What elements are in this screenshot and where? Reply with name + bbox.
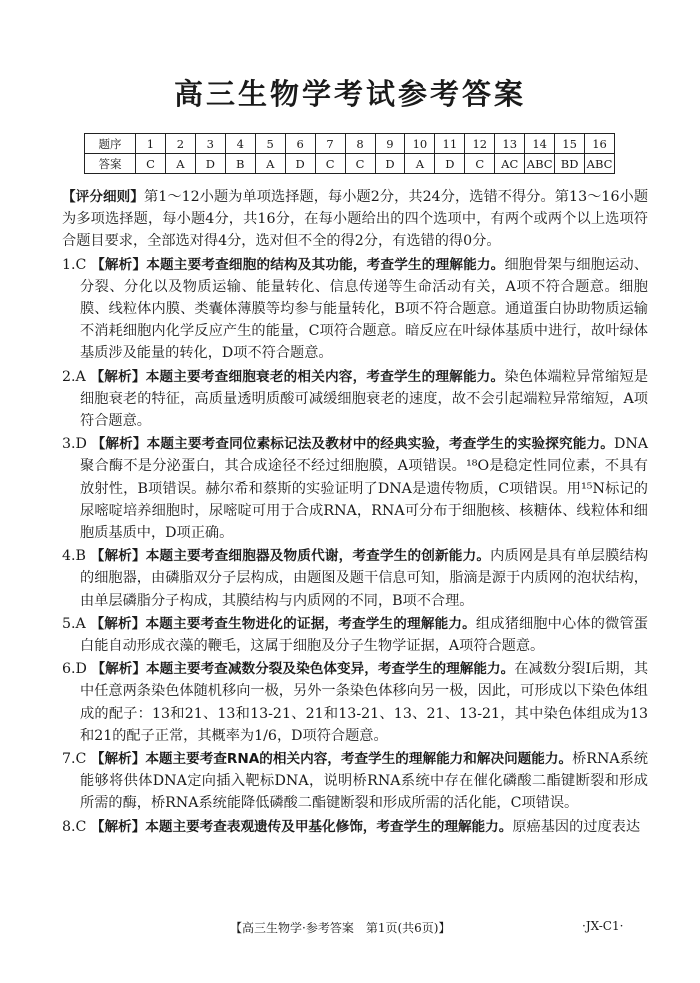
question-number: 2 xyxy=(165,134,195,154)
row-label-numbers: 题序 xyxy=(85,134,136,154)
item-number: 4.B xyxy=(62,548,86,565)
question-number: 16 xyxy=(585,134,615,154)
item-lead: 本题主要考查减数分裂及染色体变异，考查学生的理解能力。 xyxy=(146,661,515,678)
answer-cell: C xyxy=(315,154,345,174)
item-text: 内质网是具有单层膜结构的细胞器，由磷脂双分子层构成，由题图及题干信息可知，脂滴是源于内质网的泡状结构，由单层磷脂分子构成，其膜结构与内质网的不同，B项不合理。 xyxy=(80,548,649,609)
answer-cell: A xyxy=(165,154,195,174)
question-number: 14 xyxy=(525,134,555,154)
answer-cell: ABC xyxy=(585,154,615,174)
item-text: 在减数分裂Ⅰ后期，其中任意两条染色体随机移向一极，另外一条染色体移向另一极，因此，可形成以下染色体组成的配子：13和21、13和13-21、21和13-21、13、21、13-21，其中染色体组成为13和21的配子正常，其概率为1/6，D项符合题意。 xyxy=(80,661,649,744)
scoring-heading: 【评分细则】 xyxy=(62,189,144,205)
item-number: 8.C xyxy=(62,818,87,835)
answer-explanations xyxy=(62,186,648,839)
explanation-1 xyxy=(62,254,648,365)
answer-cell: ABC xyxy=(525,154,555,174)
question-number: 5 xyxy=(255,134,285,154)
question-number: 8 xyxy=(345,134,375,154)
item-lead: 本题主要考查生物进化的证据，考查学生的理解能力。 xyxy=(145,615,476,632)
question-number: 13 xyxy=(495,134,525,154)
answer-cell: AC xyxy=(495,154,525,174)
question-number: 3 xyxy=(195,134,225,154)
item-text: 细胞骨架与细胞运动、分裂、分化以及物质运输、能量转化、信息传递等生命活动有关，A项不符合题意。细胞膜、线粒体内膜、类囊体薄膜等均参与能量转化，B项不符合题意。通道蛋白协助物质运输不消耗细胞内化学反应产生的能量，C项符合题意。暗反应在叶绿体基质中进行，故叶绿体基质涉及能量的转化，D项不符合题意。 xyxy=(80,256,649,362)
page-title: 高三生物学考试参考答案 xyxy=(173,77,526,111)
question-number: 4 xyxy=(225,134,255,154)
question-number: 6 xyxy=(285,134,315,154)
item-tag: 【解析】 xyxy=(91,436,147,453)
item-text: DNA聚合酶不是分泌蛋白，其合成途径不经过细胞膜，A项错误。¹⁸O是稳定性同位素，不具有放射性，B项错误。赫尔希和蔡斯的实验证明了DNA是遗传物质，C项错误。用¹⁵N标记的尿嘧啶培养细胞时，尿嘧啶可用于合成RNA，RNA可分布于细胞核、核糖体、线粒体和细胞质基质中，D项正确。 xyxy=(80,436,649,542)
explanation-8 xyxy=(62,816,648,838)
explanation-5 xyxy=(62,613,648,657)
item-lead: 本题主要考查RNA的相关内容，考查学生的理解能力和解决问题能力。 xyxy=(145,751,573,768)
explanation-6 xyxy=(62,658,648,747)
question-number: 11 xyxy=(435,134,465,154)
item-tag: 【解析】 xyxy=(90,751,146,768)
question-number: 7 xyxy=(315,134,345,154)
answer-cell: B xyxy=(225,154,255,174)
answer-cell: D xyxy=(285,154,315,174)
item-number: 7.C xyxy=(62,751,87,768)
question-number: 9 xyxy=(375,134,405,154)
explanation-4 xyxy=(62,545,648,612)
explanation-3 xyxy=(62,433,648,544)
item-lead: 本题主要考查细胞衰老的相关内容，考查学生的理解能力。 xyxy=(145,368,505,385)
explanation-7 xyxy=(62,748,648,815)
answer-cell: A xyxy=(405,154,435,174)
answer-cell: D xyxy=(195,154,225,174)
answer-table xyxy=(84,133,615,174)
item-number: 1.C xyxy=(62,256,87,273)
explanation-2 xyxy=(62,366,648,433)
footer-page-info: 【高三生物学·参考答案 第1页(共6页)】 xyxy=(230,921,451,935)
item-number: 5.A xyxy=(62,615,86,632)
scoring-rules xyxy=(62,186,648,253)
question-number: 10 xyxy=(405,134,435,154)
item-number: 3.D xyxy=(62,436,87,453)
item-text: 染色体端粒异常缩短是细胞衰老的特征，高质量透明质酸可减缓细胞衰老的速度，故不会引起端粒异常缩短，A项符合题意。 xyxy=(80,368,649,430)
scoring-text: 第1～12小题为单项选择题，每小题2分，共24分，选错不得分。第13～16小题为多项选择题，每小题4分，共16分，在每小题给出的四个选项中，有两个或两个以上选项符合题目要求，全部选对得4分，选对但不全的得2分，有选错的得0分。 xyxy=(62,189,649,250)
answer-cell: D xyxy=(435,154,465,174)
item-tag: 【解析】 xyxy=(90,368,146,385)
item-lead: 本题主要考查表观遗传及甲基化修饰，考查学生的理解能力。 xyxy=(145,818,513,835)
table-row-answers xyxy=(85,154,615,174)
item-text: 桥RNA系统能够将供体DNA定向插入靶标DNA，说明桥RNA系统中存在催化磷酸二酯键断裂和形成所需的酶，桥RNA系统能降低磷酸二酯键断裂和形成所需的活化能，C项错误。 xyxy=(80,751,648,812)
item-number: 2.A xyxy=(62,368,86,385)
item-tag: 【解析】 xyxy=(91,661,147,678)
item-lead: 本题主要考查细胞器及物质代谢，考查学生的创新能力。 xyxy=(145,548,491,565)
item-lead: 本题主要考查同位素标记法及教材中的经典实验，考查学生的实验探究能力。 xyxy=(146,436,614,453)
item-number: 6.D xyxy=(62,661,87,678)
item-lead: 本题主要考查细胞的结构及其功能，考查学生的理解能力。 xyxy=(146,256,505,273)
answer-cell: C xyxy=(345,154,375,174)
question-number: 1 xyxy=(136,134,166,154)
item-tag: 【解析】 xyxy=(90,818,146,835)
question-number: 12 xyxy=(465,134,495,154)
answer-cell: C xyxy=(136,154,166,174)
item-tag: 【解析】 xyxy=(91,256,147,273)
table-row-numbers xyxy=(85,134,615,154)
answer-cell: D xyxy=(375,154,405,174)
item-text: 原癌基因的过度表达 xyxy=(512,818,641,835)
footer-code: ·JX-C1· xyxy=(582,919,624,933)
item-tag: 【解析】 xyxy=(90,548,146,565)
row-label-answers: 答案 xyxy=(85,154,136,174)
answer-cell: C xyxy=(465,154,495,174)
item-text: 组成猪细胞中心体的微管蛋白能自动形成衣藻的鞭毛，这属于细胞及分子生物学证据，A项符合题意。 xyxy=(80,615,648,655)
item-tag: 【解析】 xyxy=(90,615,146,632)
answer-cell: A xyxy=(255,154,285,174)
answer-cell: BD xyxy=(555,154,585,174)
question-number: 15 xyxy=(555,134,585,154)
